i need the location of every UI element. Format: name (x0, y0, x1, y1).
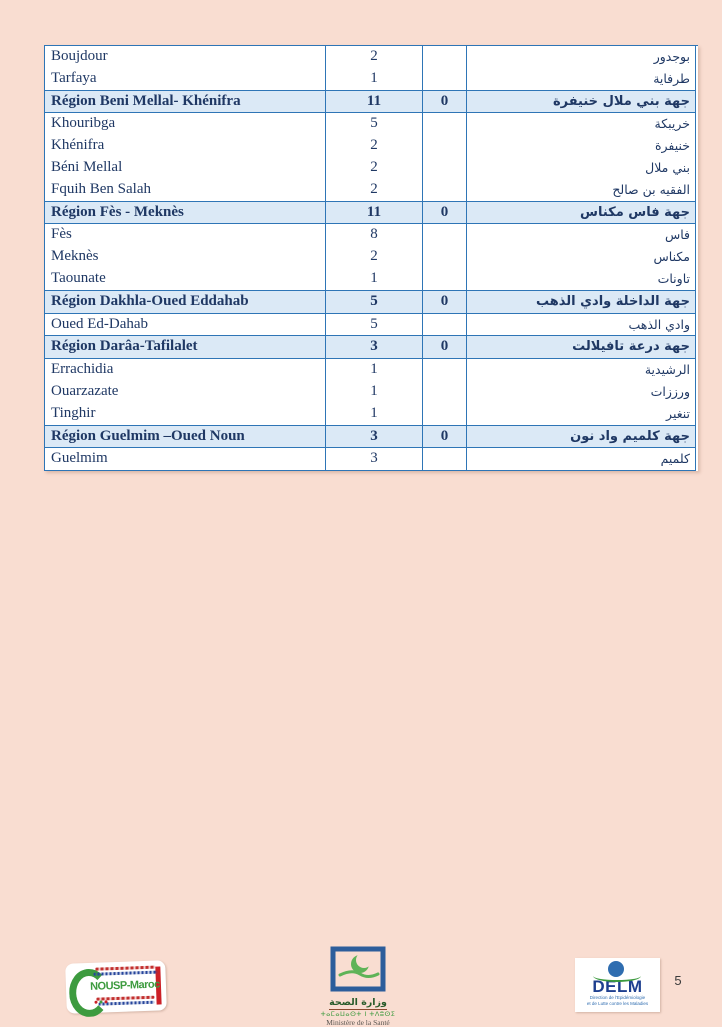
region-row (45, 336, 698, 359)
cell-zero (423, 448, 467, 471)
province-count: 5 (370, 115, 378, 132)
region-zero: 0 (440, 338, 449, 355)
cell-count (326, 202, 423, 225)
cell-zero (423, 314, 467, 337)
region-name-ar: جهة بني ملال خنيفرة (552, 93, 690, 109)
region-zero: 0 (440, 427, 449, 444)
cell-name-ar (467, 113, 696, 201)
delm-logo (575, 958, 660, 1012)
province-zero-empty (423, 403, 466, 425)
delm-mark-icon (575, 958, 660, 978)
province-name-ar: فاس (664, 227, 690, 243)
province-name-ar: كلميم (660, 451, 690, 467)
region-name-fr: Région Dakhla-Oued Eddahab (51, 292, 249, 309)
province-count: 1 (370, 361, 378, 378)
region-name-fr: Région Guelmim –Oued Noun (51, 427, 245, 444)
province-name-ar: تنغير (666, 405, 690, 421)
cell-count (326, 91, 423, 114)
region-row (45, 202, 698, 225)
province-zero-empty (423, 448, 466, 470)
province-zero-empty (423, 68, 466, 90)
nousp-title: NOUSP-Maroc (89, 978, 160, 993)
cell-zero (423, 224, 467, 290)
nousp-maroc-logo (65, 960, 167, 1013)
province-count: 1 (370, 404, 378, 421)
province-zero-empty (423, 359, 466, 381)
province-name-fr: Fquih Ben Salah (51, 180, 151, 197)
province-name-ar: مكناس (653, 249, 690, 265)
cell-count (326, 336, 423, 359)
cell-zero (423, 336, 467, 359)
ministry-of-health-logo (318, 946, 398, 1027)
region-name-fr: Région Darâa-Tafilalet (51, 338, 198, 355)
cell-zero (423, 46, 467, 91)
cell-zero (423, 359, 467, 425)
province-name-ar: ورززات (650, 383, 690, 399)
region-count: 3 (370, 338, 378, 355)
cell-zero (423, 113, 467, 201)
province-name-ar: وادي الذهب (628, 316, 690, 332)
province-group-row (45, 113, 698, 201)
cell-name-fr (45, 91, 326, 114)
ministry-name-arabic: وزارة الصحة (329, 997, 387, 1008)
province-name-fr: Errachidia (51, 361, 114, 378)
region-name-ar: جهة الداخلة وادي الذهب (535, 293, 690, 309)
region-row (45, 91, 698, 114)
region-row (45, 426, 698, 449)
ministry-name-french: Ministère de la Santé (326, 1018, 390, 1027)
delm-swoosh-icon (593, 970, 641, 982)
province-group-row (45, 314, 698, 337)
region-row (45, 291, 698, 314)
province-name-ar: الرشيدية (644, 362, 690, 378)
cell-name-ar (467, 202, 696, 225)
province-zero-empty (423, 179, 466, 201)
region-name-fr: Région Beni Mellal- Khénifra (51, 92, 241, 109)
cell-name-fr (45, 291, 326, 314)
cell-name-ar (467, 426, 696, 449)
province-zero-empty (423, 113, 466, 135)
province-name-ar: خنيفرة (654, 138, 690, 154)
nousp-crescent-icon (68, 968, 110, 1017)
region-count: 11 (366, 92, 382, 109)
province-name-fr: Khouribga (51, 115, 116, 132)
footer (0, 940, 722, 1027)
cell-name-fr (45, 113, 326, 201)
region-count: 5 (370, 292, 378, 309)
region-name-ar: جهة فاس مكناس (580, 204, 690, 220)
cell-zero (423, 202, 467, 225)
cell-name-ar (467, 46, 696, 91)
nousp-micro-text-top-fr (93, 971, 157, 976)
cell-name-fr (45, 336, 326, 359)
region-count: 3 (370, 427, 378, 444)
province-zero-empty (423, 135, 466, 157)
region-count: 11 (366, 203, 382, 220)
cell-name-ar (467, 359, 696, 425)
cell-name-ar (467, 336, 696, 359)
province-name-fr: Guelmim (51, 450, 108, 467)
cell-name-ar (467, 291, 696, 314)
province-name-ar: تاونات (657, 270, 690, 286)
cell-count (326, 113, 423, 201)
province-zero-empty (423, 46, 466, 68)
ministry-name-tifinagh: ⵜⴰⵎⴰⵡⴰⵙⵜ ⵏ ⵜⴷⵓⵙⵉ (320, 1010, 396, 1018)
province-name-ar: بوجدور (653, 49, 690, 64)
cell-count (326, 46, 423, 91)
province-zero-empty (423, 246, 466, 268)
province-count: 1 (370, 269, 378, 286)
province-count: 1 (370, 382, 378, 399)
region-name-ar: جهة كلميم واد نون (570, 428, 690, 444)
province-name-fr: Oued Ed-Dahab (51, 315, 149, 332)
delm-subtitle-line2: et de Lutte contre les Maladies (586, 1000, 649, 1006)
cell-count (326, 426, 423, 449)
province-count: 2 (370, 180, 378, 197)
region-name-fr: Région Fès - Meknès (51, 203, 184, 220)
province-name-ar: خريبكة (654, 116, 690, 132)
cell-name-fr (45, 224, 326, 290)
cell-zero (423, 291, 467, 314)
page-number: 5 (674, 973, 682, 988)
province-count: 5 (370, 315, 378, 332)
province-zero-empty (423, 157, 466, 179)
region-zero: 0 (440, 292, 449, 309)
cell-name-fr (45, 46, 326, 91)
cell-count (326, 224, 423, 290)
cell-name-ar (467, 448, 696, 471)
province-zero-empty (423, 268, 466, 290)
province-count: 2 (370, 158, 378, 175)
cell-name-ar (467, 314, 696, 337)
cell-count (326, 291, 423, 314)
cell-name-ar (467, 224, 696, 290)
delm-subtitle-line1: Direction de l'Epidémiologie (589, 995, 646, 1000)
province-count: 2 (370, 48, 378, 64)
province-group-row (45, 224, 698, 290)
cell-count (326, 314, 423, 337)
province-name-fr: Béni Mellal (51, 158, 123, 175)
province-count: 3 (370, 450, 378, 467)
cell-name-fr (45, 426, 326, 449)
region-name-ar: جهة درعة تافيلالت (572, 339, 690, 355)
province-group-row (45, 46, 698, 91)
cell-zero (423, 426, 467, 449)
cell-name-fr (45, 314, 326, 337)
regions-table (44, 45, 698, 471)
cell-name-fr (45, 359, 326, 425)
province-name-fr: Khénifra (51, 137, 105, 154)
province-name-ar: الفقيه بن صالح (612, 181, 690, 197)
province-group-row (45, 448, 698, 471)
province-name-fr: Meknès (51, 248, 99, 265)
cell-count (326, 359, 423, 425)
cell-name-ar (467, 91, 696, 114)
province-zero-empty (423, 314, 466, 336)
region-zero: 0 (440, 203, 449, 220)
province-count: 1 (370, 69, 378, 86)
province-zero-empty (423, 224, 466, 246)
province-count: 8 (370, 226, 378, 243)
province-name-fr: Taounate (51, 269, 106, 286)
province-name-fr: Fès (51, 226, 72, 243)
nousp-dots (94, 1000, 107, 1003)
province-name-fr: Tinghir (51, 404, 96, 421)
cell-count (326, 448, 423, 471)
province-name-ar: طرفاية (653, 70, 690, 86)
province-zero-empty (423, 381, 466, 403)
province-name-ar: بني ملال (645, 159, 690, 175)
province-count: 2 (370, 248, 378, 265)
cell-name-fr (45, 448, 326, 471)
cell-name-fr (45, 202, 326, 225)
region-zero: 0 (440, 92, 449, 109)
province-name-fr: Ouarzazate (51, 382, 119, 399)
province-name-fr: Tarfaya (51, 69, 97, 86)
province-group-row (45, 359, 698, 425)
delm-acronym: DELM (592, 977, 643, 996)
province-count: 2 (370, 137, 378, 154)
ministry-crescent-wave-icon (330, 946, 386, 992)
province-name-fr: Boujdour (51, 48, 108, 64)
cell-zero (423, 91, 467, 114)
